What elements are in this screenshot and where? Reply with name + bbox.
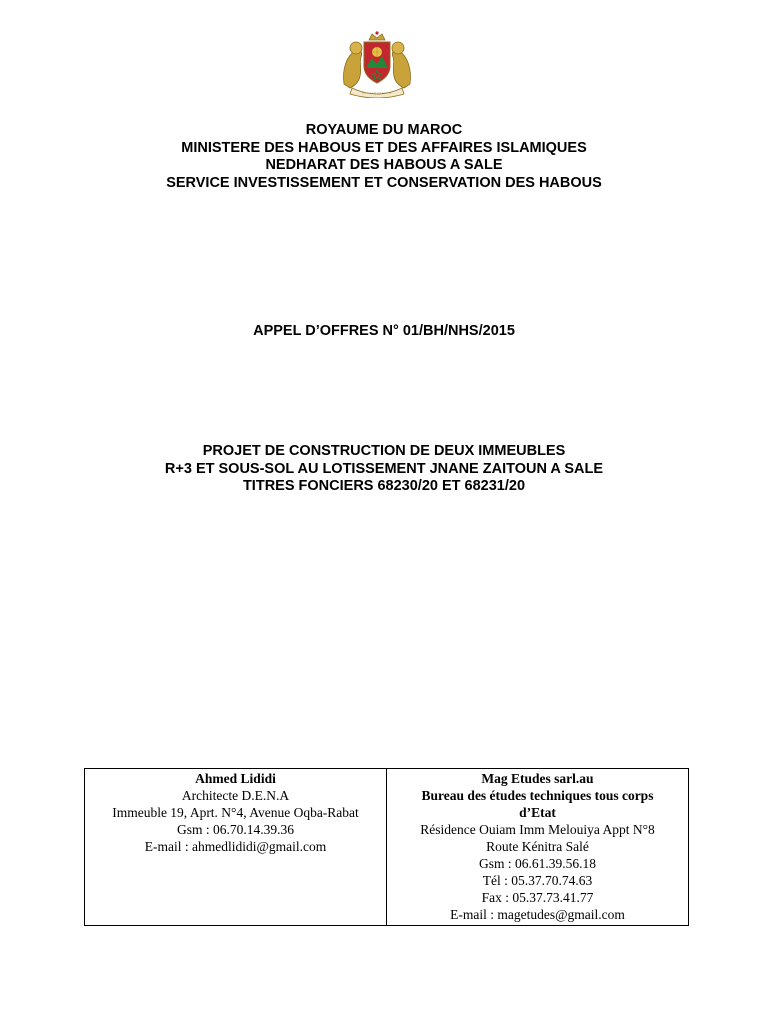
- bureau-gsm: Gsm : 06.61.39.56.18: [478, 856, 596, 871]
- nedharat-line: NEDHARAT DES HABOUS A SALE: [265, 157, 503, 173]
- bureau-description: Bureau des études techniques tous corps: [421, 788, 654, 803]
- project-line-1: PROJET DE CONSTRUCTION DE DEUX IMMEUBLES: [202, 443, 566, 459]
- bureau-description-cont: d’Etat: [519, 805, 556, 820]
- architect-gsm: Gsm : 06.70.14.39.36: [176, 822, 294, 837]
- architect-email: E-mail : ahmedlididi@gmail.com: [144, 839, 327, 854]
- architect-name: Ahmed Lididi: [195, 771, 276, 786]
- bureau-name: Mag Etudes sarl.au: [481, 771, 594, 786]
- ministry-line: MINISTERE DES HABOUS ET DES AFFAIRES ISLAMIQUES: [181, 139, 587, 156]
- bureau-tel: Tél : 05.37.70.74.63: [482, 873, 593, 888]
- bureau-email: E-mail : magetudes@gmail.com: [450, 907, 625, 922]
- tender-title: [0, 323, 768, 341]
- project-title: [0, 443, 768, 496]
- issuer-header: [0, 122, 768, 192]
- architect-address: Immeuble 19, Aprt. N°4, Avenue Oqba-Rabat: [112, 805, 359, 820]
- bureau-cell: [387, 769, 689, 926]
- architect-role: Architecte D.E.N.A: [181, 788, 290, 803]
- bureau-address: Résidence Ouiam Imm Melouiya Appt N°8: [420, 822, 655, 837]
- project-line-2: R+3 ET SOUS-SOL AU LOTISSEMENT JNANE ZAITOUN A SALE: [164, 460, 604, 477]
- morocco-coat-of-arms-icon: [336, 30, 418, 98]
- architect-cell: [85, 769, 387, 926]
- bureau-fax: Fax : 05.37.73.41.77: [481, 890, 594, 905]
- bureau-address-route: Route Kénitra Salé: [486, 839, 589, 854]
- project-line-3: TITRES FONCIERS 68230/20 ET 68231/20: [242, 478, 526, 494]
- contacts-table: [84, 768, 689, 926]
- tender-number: APPEL D’OFFRES N° 01/BH/NHS/2015: [253, 323, 515, 339]
- service-line: SERVICE INVESTISSEMENT ET CONSERVATION DES HABOUS: [166, 174, 602, 191]
- kingdom-line: ROYAUME DU MAROC: [305, 122, 463, 138]
